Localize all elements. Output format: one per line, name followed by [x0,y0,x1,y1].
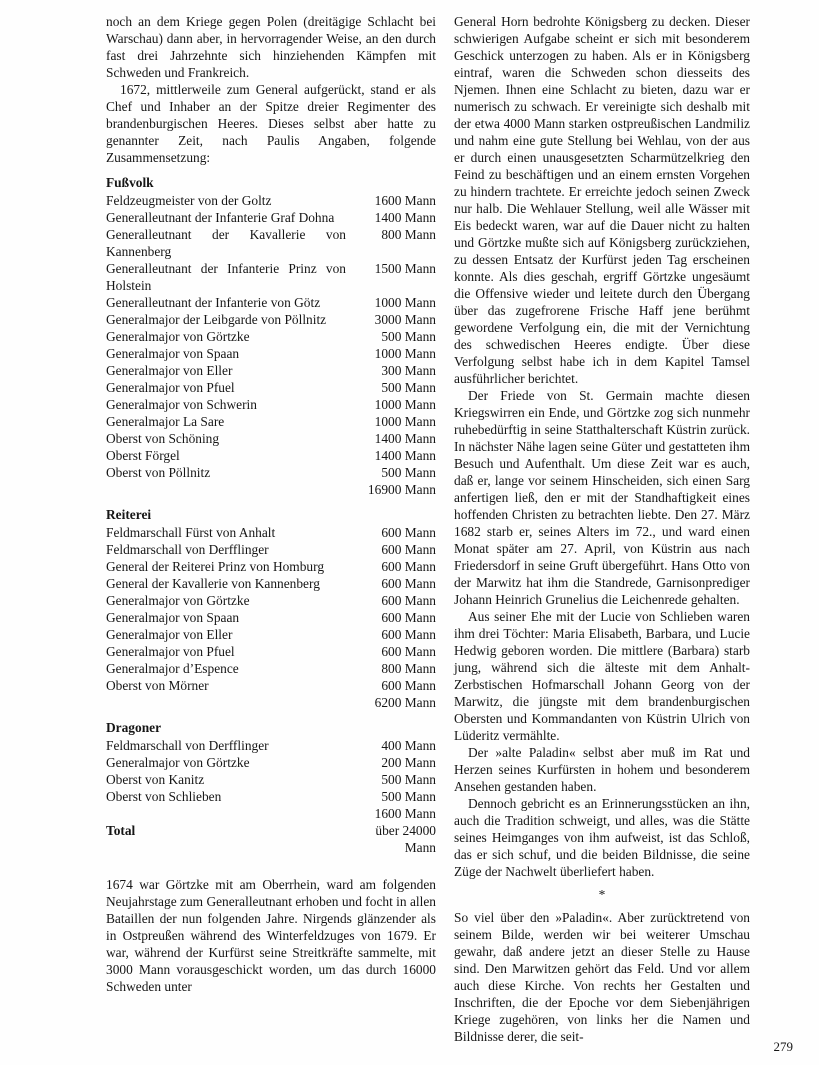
table-row [106,660,436,677]
row-label: Generalleutnant der Infanterie Prinz von Holstein [106,261,346,293]
row-label: Feldmarschall von Derfflinger [106,738,269,753]
row-label: Generalmajor von Görtzke [106,755,250,770]
paragraph-1674: 1674 war Görtzke mit am Oberrhein, ward am folgenden Neujahrstage zum Generalleutnant erhoben und focht in allen Bataillen der nun folgenden Jahre. Nirgends glänzender als in Ostpreußen während des Winterfeldzuges von 1679. Er war, während der Kurfürst seine Streitkräfte sammelte, mit 3000 Mann vorausgeschickt worden, um das durch 16000 Schweden unter [106,877,436,994]
row-label: Feldmarschall Fürst von Anhalt [106,525,276,540]
table-row [106,626,436,643]
row-value: 300 Mann [381,363,436,378]
troop-table-dragoner [106,737,436,805]
table-row [106,430,436,447]
troop-table-reiterei [106,524,436,694]
table-row [106,413,436,430]
table-row [106,192,436,209]
row-value: 200 Mann [381,755,436,770]
table-row [106,260,436,294]
row-value: 3000 Mann [374,312,436,327]
table-row [106,737,436,754]
row-value: 1000 Mann [374,295,436,310]
table-row [106,464,436,481]
table-row [106,362,436,379]
row-label: Generalmajor von Spaan [106,610,240,625]
row-label: Generalmajor von Eller [106,627,233,642]
subtotal-row [106,481,436,498]
row-value: 500 Mann [381,789,436,804]
row-value: 600 Mann [381,627,436,642]
row-value: 1400 Mann [374,448,436,463]
row-label: Generalmajor von Görtzke [106,329,250,344]
row-label: Generalleutnant der Infanterie von Götz [106,295,321,310]
table-row [106,379,436,396]
right-column [454,13,750,1045]
subtotal-value: 16900 Mann [367,482,436,497]
table-row [106,524,436,541]
row-value: 500 Mann [381,772,436,787]
subtotal-row [106,694,436,711]
table-row [106,209,436,226]
row-label: Generalleutnant der Infanterie Graf Dohna [106,210,335,225]
paragraph-ehe: Aus seiner Ehe mit der Lucie von Schlieben waren ihm drei Töchter: Maria Elisabeth, Barbara, und Lucie Hedwig geboren worden. Die mittlere (Barbara) starb jung, während sich die älteste mit dem Anhalt-Zerbstischen Hofmarschall Johann Georg von der Marwitz, die jüngste mit dem brandenburgischen Obersten und Kommandanten von Küstrin Ulrich von Lüderitz vermählte. [454,609,750,743]
row-label: Generalmajor La Sare [106,414,225,429]
row-label: Generalmajor d’Espence [106,661,239,676]
row-label: Feldmarschall von Derfflinger [106,542,269,557]
paragraph-friede: Der Friede von St. Germain machte diesen Kriegswirren ein Ende, und Görtzke zog sich nunmehr ruhebedürftig in seine Statthalterschaft Küstrin zurück. In nächster Nähe lagen seine Güter und gestatteten ihm Besuch und Aufenthalt. Um diese Zeit war es auch, daß er, lange vor seinem Hinscheiden, sich einen Sarg anfertigen ließ, den er mit der Standhaftigkeit eines hoffenden Christen zu betrachten liebte. Den 27. März 1682 starb er, seines Alters im 72., und ward einen Monat später am 27. April, von Küstrin aus nach Friedersdorf in seine Gruft übergeführt. Hans Otto von der Marwitz hat ihm die Standrede, Garnisonprediger Johann Heinrich Grunelius die Leichenrede gehalten. [454,388,750,607]
row-label: Feldzeugmeister von der Goltz [106,193,272,208]
row-label: Generalleutnant der Kavallerie von Kannenberg [106,227,346,259]
paragraph-paladin: Der »alte Paladin« selbst aber muß im Rat und Herzen seines Kurfürsten in hohem und besonderem Ansehen gestanden haben. [454,745,750,794]
paragraph-continuation: noch an dem Kriege gegen Polen (dreitägige Schlacht bei Warschau) dann aber, in hervorragender Weise, an den durch fast drei Jahrzehnte sich hinziehenden Kämpfen mit Schweden und Frankreich. [106,14,436,80]
paragraph-dennoch: Dennoch gebricht es an Erinnerungsstücken an ihn, auch die Tradition schweigt, und alles, was die Stätte seines Heimganges von ihm aufweist, ist das Schloß, das er sich schuf, und die beiden Bildnisse, die seine Züge der Nachwelt überliefert haben. [454,796,750,879]
total-value: über 24000 Mann [375,823,436,855]
table-row [106,447,436,464]
paragraph-horn: General Horn bedrohte Königsberg zu decken. Dieser schwierigen Aufgabe scheint er sich mit besonderem Geschick unterzogen zu haben. Als er in Königsberg eintraf, waren die Schweden schon diesseits des Njemen. Ihnen eine Schlacht zu bieten, dazu war er numerisch zu schwach. Er vereinigte sich deshalb mit der etwa 4000 Mann starken ostpreußischen Landmiliz und nahm eine gute Stellung bei Wehlau, von der aus er durch einen unausgesetzten Scharmützelkrieg den Feind zu beschäftigen und an einem ernsten Vorgehen zu hindern trachtete. Er erreichte jedoch seinen Zweck nur halb. Die Wehlauer Stellung, weil alle Wässer mit Eis bedeckt waren, war auf die Dauer nicht zu halten und Görtzke mußte sich auf Königsberg zurückziehen, zu dessen Entsatz der Kurfürst jeden Tag erscheinen konnte. Als dies geschah, ergriff Görtzke ungesäumt die Offensive wieder und leitete durch den Übergang über das zugefrorene Frische Haff jene berühmt gewordene Verfolgung ein, die mit der Vernichtung des schwedischen Heeres endigte. Über diese Verfolgung selbst habe ich in dem Kapitel Tamsel ausführlicher berichtet. [454,14,750,386]
table-row [106,226,436,260]
table-row [106,345,436,362]
troop-table-fussvolk [106,192,436,481]
row-value: 600 Mann [381,644,436,659]
row-value: 600 Mann [381,542,436,557]
row-value: 800 Mann [381,661,436,676]
table-row [106,541,436,558]
row-label: Generalmajor von Görtzke [106,593,250,608]
row-label: Generalmajor von Spaan [106,346,240,361]
row-value: 1600 Mann [374,193,436,208]
page-number: 279 [773,1039,793,1054]
row-label: Oberst Förgel [106,448,180,463]
row-value: 600 Mann [381,593,436,608]
table-row [106,754,436,771]
row-label: Generalmajor von Schwerin [106,397,257,412]
row-label: Oberst von Mörner [106,678,209,693]
row-label: General der Reiterei Prinz von Homburg [106,559,325,574]
subtotal-row [106,805,436,822]
row-label: Generalmajor von Pfuel [106,380,235,395]
row-value: 1000 Mann [374,346,436,361]
total-label: Total [106,823,136,838]
row-value: 400 Mann [381,738,436,753]
section-heading: Reiterei [106,507,152,522]
table-row [106,788,436,805]
paragraph-so-viel: So viel über den »Paladin«. Aber zurücktretend von seinem Bilde, werden wir bei weiterer Umschau gewahr, daß andere jetzt an dieser Stelle zu Hause sind. Den Marwitzen gehört das Feld. Und vor allem auch diese Kirche. Von rechts her Gestalten und Inschriften, die der Epoche vor dem Siebenjährigen Kriege zugehören, von links her die Namen und Bildnisse derer, die seit- [454,910,750,1044]
row-value: 600 Mann [381,678,436,693]
row-value: 500 Mann [381,380,436,395]
table-row [106,575,436,592]
row-label: Generalmajor der Leibgarde von Pöllnitz [106,312,327,327]
left-column [106,13,436,1045]
paragraph-1672: 1672, mittlerweile zum General aufgerückt, stand er als Chef und Inhaber an der Spitze dreier Regimenter des brandenburgischen Heeres. Dieses selbst aber hatte zu genannter Zeit, nach Paulis Angaben, folgende Zusammensetzung: [106,82,436,165]
section-heading: Fußvolk [106,175,154,190]
table-row [106,294,436,311]
row-label: Generalmajor von Eller [106,363,233,378]
table-row [106,677,436,694]
section-fussvolk [106,174,436,498]
table-row [106,328,436,345]
row-value: 500 Mann [381,465,436,480]
row-value: 500 Mann [381,329,436,344]
subtotal-value: 6200 Mann [374,695,436,710]
row-value: 600 Mann [381,610,436,625]
row-value: 1000 Mann [374,414,436,429]
section-heading: Dragoner [106,720,162,735]
row-label: Generalmajor von Pfuel [106,644,235,659]
subtotal-value: 1600 Mann [374,806,436,821]
row-value: 600 Mann [381,559,436,574]
row-label: Oberst von Schöning [106,431,220,446]
row-value: 800 Mann [381,227,436,242]
row-label: General der Kavallerie von Kannenberg [106,576,320,591]
row-value: 1400 Mann [374,210,436,225]
table-row [106,311,436,328]
row-value: 1000 Mann [374,397,436,412]
table-row [106,396,436,413]
row-value: 600 Mann [381,525,436,540]
table-row [106,558,436,575]
row-label: Oberst von Pöllnitz [106,465,211,480]
section-dragoner [106,719,436,822]
row-value: 1500 Mann [374,261,436,276]
table-row [106,771,436,788]
row-label: Oberst von Schlieben [106,789,222,804]
table-row [106,592,436,609]
section-reiterei [106,506,436,711]
total-row [106,822,436,856]
asterisk-separator: * [598,887,606,902]
row-value: 600 Mann [381,576,436,591]
row-value: 1400 Mann [374,431,436,446]
table-row [106,643,436,660]
row-label: Oberst von Kanitz [106,772,205,787]
table-row [106,609,436,626]
